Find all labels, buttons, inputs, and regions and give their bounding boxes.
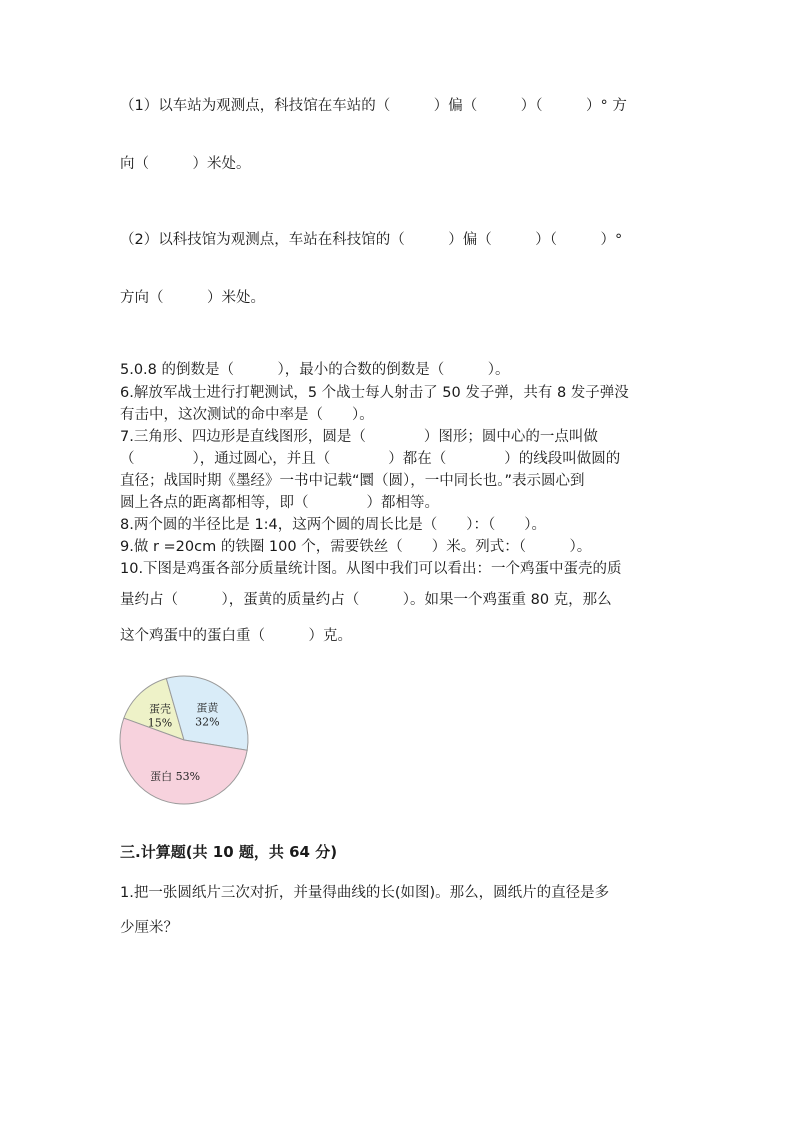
question-6-line2: 有击中，这次测试的命中率是（ ）。 (120, 407, 374, 423)
q4-part1-line1: （1）以车站为观测点，科技馆在车站的（ ）偏（ ）（ ）° 方 (120, 98, 627, 114)
q4-part2-line1: （2）以科技馆为观测点，车站在科技馆的（ ）偏（ ）（ ）° (120, 232, 623, 248)
pie-value-2: 32% (195, 715, 220, 729)
question-5: 5.0.8 的倒数是（ ），最小的合数的倒数是（ ）。 (120, 362, 510, 378)
question-9: 9.做 r =20cm 的铁圈 100 个，需要铁丝（ ）米。列式：（ ）。 (120, 539, 592, 555)
pie-value-1: 15% (147, 716, 173, 730)
question-7-line2: （ ），通过圆心，并且（ ）都在（ ）的线段叫做圆的 (120, 451, 621, 467)
question-10-line3: 这个鸡蛋中的蛋白重（ ）克。 (120, 628, 352, 644)
section-3-heading: 三.计算题(共 10 题，共 64 分) (120, 843, 338, 861)
question-10-line2: 量约占（ ），蛋黄的质量约占（ ）。如果一个鸡蛋重 80 克，那么 (120, 592, 612, 608)
question-7-line1: 7.三角形、四边形是直线图形，圆是（ ）图形；圆中心的一点叫做 (120, 429, 598, 445)
q4-part2-line2: 方向（ ）米处。 (120, 290, 265, 306)
pie-label-3: 蛋白 53% (150, 770, 201, 784)
pie-label-2: 蛋黄 (196, 701, 219, 715)
question-6-line1: 6.解放军战士进行打靶测试，5 个战士每人射击了 50 发子弹，共有 8 发子弹没 (120, 385, 629, 401)
question-8: 8.两个圆的半径比是 1:4，这两个圆的周长比是（ ）：（ ）。 (120, 517, 547, 533)
calc-question-1-line1: 1.把一张圆纸片三次对折，并量得曲线的长(如图)。那么，圆纸片的直径是多 (120, 885, 610, 901)
q4-part1-line2: 向（ ）米处。 (120, 156, 251, 172)
egg-composition-pie-chart (118, 672, 258, 812)
question-10-line1: 10.下图是鸡蛋各部分质量统计图。从图中我们可以看出：一个鸡蛋中蛋壳的质 (120, 561, 622, 577)
calc-question-1-line2: 少厘米？ (120, 920, 178, 936)
question-7-line3: 直径；战国时期《墨经》一书中记载“圜（圆），一中同长也。”表示圆心到 (120, 473, 585, 489)
question-7-line4: 圆上各点的距离都相等，即（ ）都相等。 (120, 495, 439, 511)
pie-label-1: 蛋壳 (148, 702, 171, 716)
